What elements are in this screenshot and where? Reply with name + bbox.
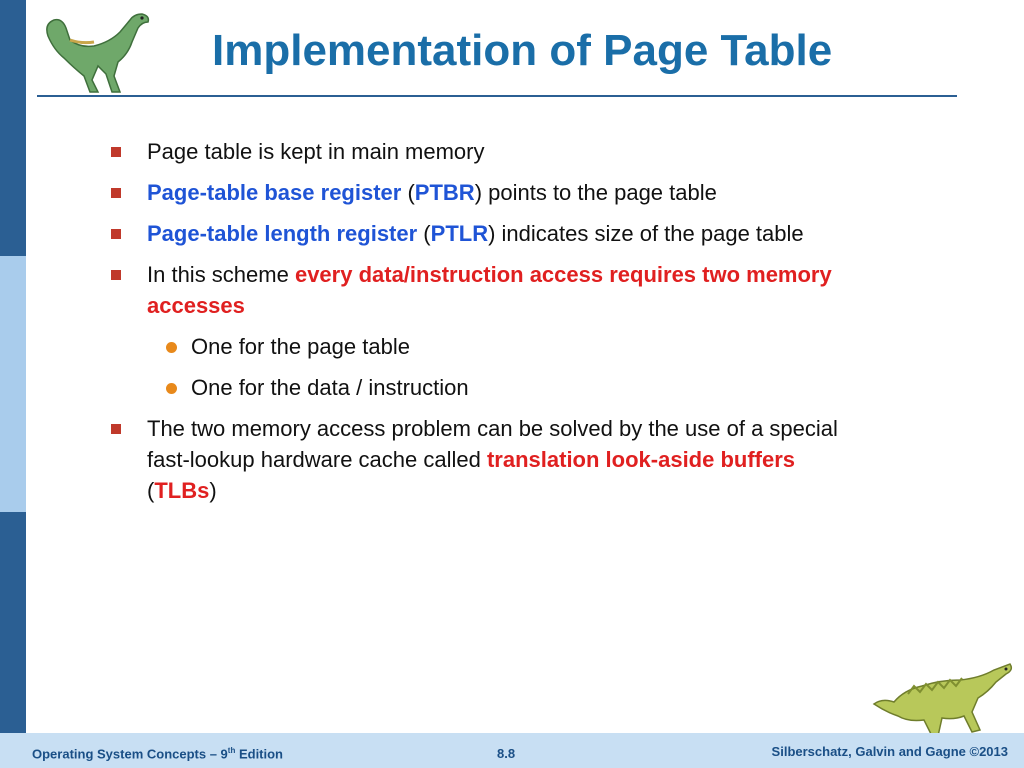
emphasis-tlb: translation look-aside buffers (486, 447, 796, 472)
sidebar-stripe-middle (0, 256, 26, 512)
footer-book-title: Operating System Concepts – 9th Edition (32, 746, 284, 762)
dinosaur-logo-icon (36, 6, 156, 98)
square-bullet-icon (111, 188, 121, 198)
title-underline (37, 95, 957, 97)
square-bullet-icon (111, 147, 121, 157)
term-ptlr: Page-table length register (147, 221, 418, 246)
square-bullet-icon (111, 229, 121, 239)
footer-authors: Silberschatz, Galvin and Gagne ©2013 (771, 744, 1008, 759)
sidebar-stripe-top (0, 0, 26, 256)
sub-bullet-item: One for the data / instruction (108, 372, 868, 403)
slide-body (108, 136, 868, 516)
page-number: 8.8 (497, 746, 516, 761)
bullet-item: Page-table base register (PTBR) points to the page table (108, 177, 868, 208)
bullet-item: In this scheme every data/instruction access requires two memory accesses (108, 259, 868, 321)
emphasis-two-accesses: every data/instruction access requires two memory accesses (147, 262, 832, 318)
abbr-ptlr: PTLR (430, 221, 489, 246)
square-bullet-icon (111, 424, 121, 434)
abbr-tlbs: TLBs (154, 478, 210, 503)
sub-bullet-item: One for the page table (108, 331, 868, 362)
round-bullet-icon (166, 342, 177, 353)
slide-title: Implementation of Page Table (212, 26, 833, 75)
abbr-ptbr: PTBR (414, 180, 475, 205)
bullet-item: The two memory access problem can be solved by the use of a special fast-lookup hardware cache called translation look-aside buffers (TLBs) (108, 413, 868, 506)
sidebar-stripe-bottom (0, 512, 26, 768)
bullet-item: Page-table length register (PTLR) indicates size of the page table (108, 218, 868, 249)
bullet-item: Page table is kept in main memory (108, 136, 868, 167)
term-ptbr: Page-table base register (147, 180, 402, 205)
square-bullet-icon (111, 270, 121, 280)
round-bullet-icon (166, 383, 177, 394)
